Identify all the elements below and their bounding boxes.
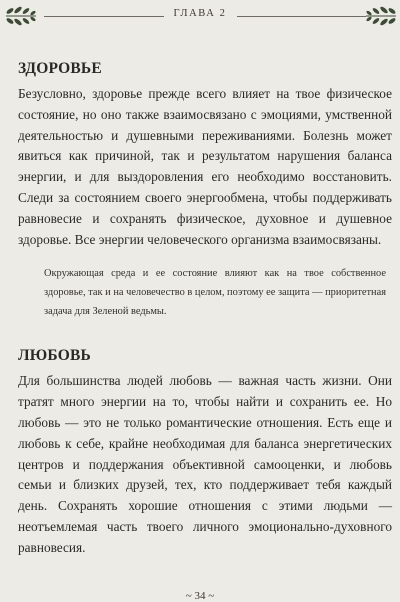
section-paragraph: Для большинства людей любовь — важная часть жизни. Они тратят много энергии на то, чтобы найти и сохранить ее. Но любовь — это не только романтические отношения. Есть еще и любовь к себе, крайне необходимая для баланса энергетических центров и поддержания объективной самооценки, и любовь семьи и близких друзей, тех, кто поддерживает тебя каждый день. Сохранять хорошие отношения с этими людьми — неотъемлемая часть твоего личного эмоционально-духовного равновесия. <box>18 373 392 555</box>
section-note: Окружающая среда и ее состояние влияют как на твое собственное здоровье, так и на человечество в целом, поэтому ее защита — приоритетная задача для Зеленой ведьмы. <box>44 268 387 318</box>
section-title: ЗДОРОВЬЕ <box>18 60 102 77</box>
section-title: ЛЮБОВЬ <box>18 347 91 365</box>
section-paragraph: Безусловно, здоровье прежде всего влияет на твое физическое состояние, но оно также взаимосвязано с эмоциями, умственной деятельностью и душевными переживаниями. Болезнь может явиться как причиной, так и результатом нарушения баланса энергии, и для выздоровления его необходимо восстановить. Следи за состоянием своего энергообмена, чтобы поддерживать равновесие и сохранять физическое, духовное и душевное здоровье. Все энергии человеческого организма взаимосвязаны. <box>18 86 392 247</box>
leaf-ornament-icon <box>364 2 400 30</box>
page-number: ~ 34 ~ <box>185 590 215 602</box>
section-love <box>18 347 392 558</box>
section-health <box>18 60 392 321</box>
chapter-label <box>0 8 400 19</box>
page-content <box>18 60 392 559</box>
chapter-title: ГЛАВА 2 <box>164 8 237 19</box>
